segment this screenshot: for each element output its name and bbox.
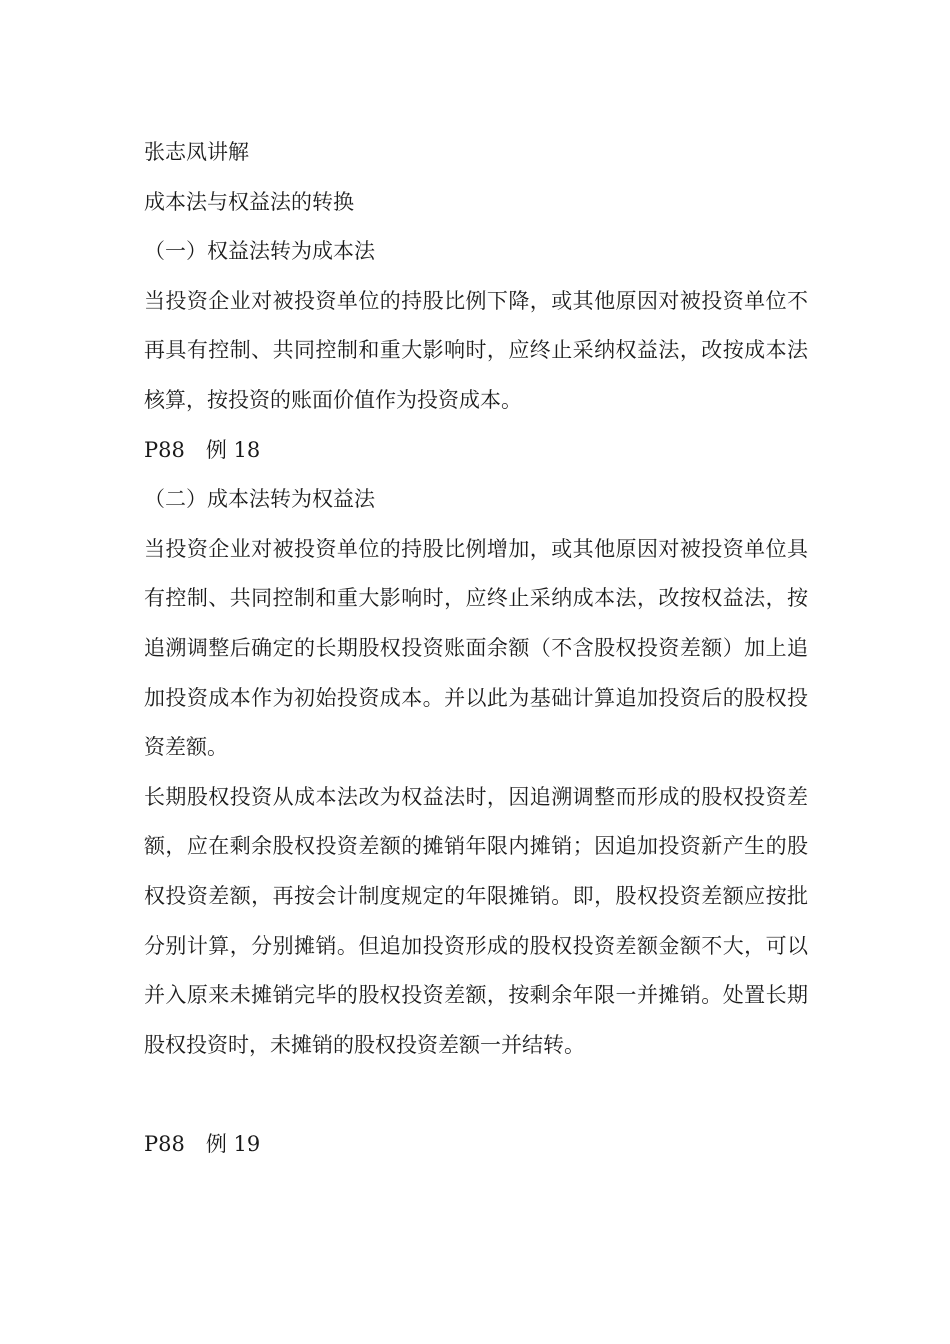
document-title: 成本法与权益法的转换 bbox=[144, 189, 354, 214]
author-line: 张志凤讲解 bbox=[144, 140, 249, 164]
section2-heading: （二）成本法转为权益法 bbox=[144, 487, 375, 512]
section2-paragraph-2: 长期股权投资从成本法改为权益法时，因追溯调整而形成的股权投资差额，应在剩余股权投资差额的摊销年限内摊销；因追加投资新产生的股权投资差额，再按会计制度规定的年限摊销。即，股权投资差额应按批分别计算，分别摊销。但追加投资形成的股权投资差额金额不大，可以并入原来未摊销完毕的股权投资差额，按剩余年限一并摊销。处置长期股权投资时，未摊销的股权投资差额一并结转。 bbox=[144, 784, 808, 1057]
blank-line bbox=[144, 1070, 808, 1120]
section1-example-reference: P88 例 18 bbox=[144, 437, 261, 462]
section2-paragraph-1: 当投资企业对被投资单位的持股比例增加，或其他原因对被投资单位具有控制、共同控制和重大影响时，应终止采纳成本法，改按权益法，按追溯调整后确定的长期股权投资账面余额（不含股权投资差额）加上追加投资成本作为初始投资成本。并以此为基础计算追加投资后的股权投资差额。 bbox=[144, 536, 808, 760]
section1-paragraph: 当投资企业对被投资单位的持股比例下降，或其他原因对被投资单位不再具有控制、共同控制和重大影响时，应终止采纳权益法，改按成本法核算，按投资的账面价值作为投资成本。 bbox=[144, 288, 808, 412]
section2-example-reference: P88 例 19 bbox=[144, 1131, 261, 1156]
document-body bbox=[144, 128, 808, 1169]
section1-heading: （一）权益法转为成本法 bbox=[144, 239, 375, 264]
